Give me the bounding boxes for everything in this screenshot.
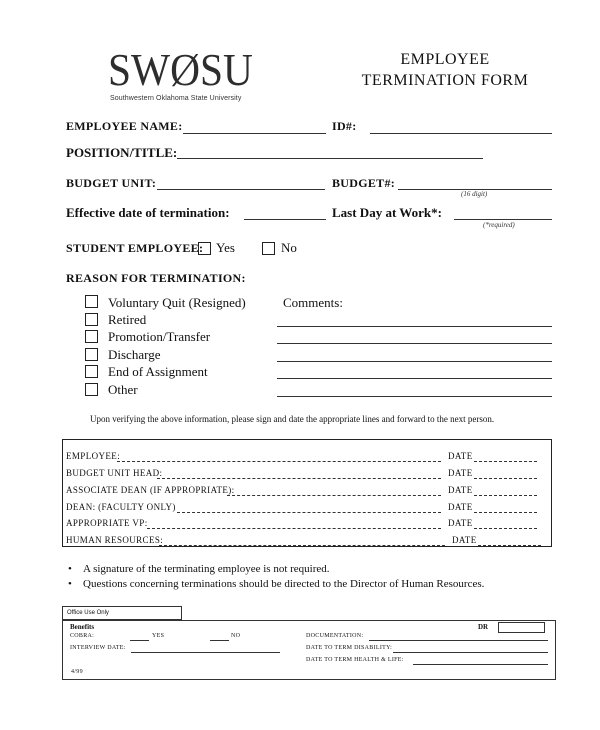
sig-employee-label: EMPLOYEE: [66,451,121,461]
sig-associate-dean-date-label: DATE [448,485,473,495]
id-field[interactable] [370,133,552,134]
sig-hr-date-line[interactable] [478,545,541,546]
documentation-field[interactable] [369,640,548,641]
sig-budget-head-date-line[interactable] [474,478,537,479]
budget-unit-field[interactable] [157,189,325,190]
sig-dean-label: DEAN: (FACULTY ONLY) [66,502,176,512]
office-use-tag: Office Use Only [62,606,182,620]
note-questions-hr: Questions concerning terminations should be directed to the Director of Human Resources. [83,578,485,590]
comments-line-1[interactable] [277,326,552,327]
comments-line-2[interactable] [277,343,552,344]
cobra-no-label: NO [231,633,241,639]
reason-promotion-label: Promotion/Transfer [108,329,211,344]
comments-line-5[interactable] [277,396,552,397]
sig-hr-line[interactable] [159,545,445,546]
benefits-label: Benefits [70,623,95,631]
reason-retired-checkbox[interactable] [85,313,98,326]
sig-associate-dean-date-line[interactable] [474,495,537,496]
cobra-yes-label: YES [152,633,165,639]
budget-number-label: BUDGET#: [332,176,396,190]
interview-date-label: INTERVIEW DATE: [70,645,126,651]
form-title-line2: TERMINATION FORM [361,72,529,89]
reason-retired-label: Retired [108,312,147,327]
employee-name-label: EMPLOYEE NAME: [66,119,183,133]
sig-vp-line[interactable] [147,528,441,529]
reason-voluntary-quit-label: Voluntary Quit (Resigned) [108,295,246,310]
swosu-logo: SWØSU [108,45,253,95]
budget-unit-label: BUDGET UNIT: [66,176,157,190]
note-signature-not-required: A signature of the terminating employee is not required. [83,563,330,575]
sig-budget-head-label: BUDGET UNIT HEAD: [66,468,163,478]
sig-hr-label: HUMAN RESOURCES: [66,535,164,545]
employee-name-field[interactable] [183,133,326,134]
signing-instruction: Upon verifying the above information, please sign and date the appropriate lines and forward to the next person. [90,414,495,424]
sig-employee-date-line[interactable] [474,461,537,462]
bullet-1: • [68,563,72,575]
term-health-label: DATE TO TERM HEALTH & LIFE: [306,657,404,663]
term-health-field[interactable] [413,664,548,665]
logo-subtitle: Southwestern Oklahoma State University [110,95,242,102]
cobra-label: COBRA: [70,633,95,639]
student-no-checkbox[interactable] [262,242,275,255]
sig-hr-date-label: DATE [452,535,477,545]
term-disability-field[interactable] [393,652,548,653]
reason-other-label: Other [108,382,138,397]
sig-vp-date-label: DATE [448,518,473,528]
position-field[interactable] [177,158,483,159]
last-day-field[interactable] [454,219,552,220]
dr-label: DR [478,623,489,631]
cobra-no-field[interactable] [210,640,229,641]
sig-vp-label: APPROPRIATE VP: [66,518,148,528]
student-yes-checkbox[interactable] [198,242,211,255]
interview-date-field[interactable] [131,652,280,653]
reason-other-checkbox[interactable] [85,383,98,396]
form-title-line1: EMPLOYEE [400,51,490,68]
sig-dean-date-line[interactable] [474,512,537,513]
position-label: POSITION/TITLE: [66,145,178,160]
effective-date-label: Effective date of termination: [66,205,230,220]
bullet-2: • [68,578,72,590]
last-day-hint: (*required) [483,221,515,229]
sig-dean-date-label: DATE [448,502,473,512]
id-label: ID#: [332,119,357,133]
sig-budget-head-line[interactable] [157,478,441,479]
budget-number-hint: (16 digit) [461,190,488,198]
reason-end-assignment-checkbox[interactable] [85,365,98,378]
effective-date-field[interactable] [244,219,326,220]
form-number: 4/99 [71,669,83,675]
comments-line-3[interactable] [277,361,552,362]
student-employee-label: STUDENT EMPLOYEE: [66,241,204,255]
student-yes-label: Yes [216,240,235,255]
reason-discharge-checkbox[interactable] [85,348,98,361]
last-day-label: Last Day at Work*: [332,205,442,220]
sig-employee-date-label: DATE [448,451,473,461]
student-no-label: No [281,240,297,255]
term-disability-label: DATE TO TERM DISABILITY: [306,645,393,651]
reason-heading: REASON FOR TERMINATION: [66,271,246,285]
sig-dean-line[interactable] [177,512,441,513]
comments-line-4[interactable] [277,378,552,379]
sig-associate-dean-line[interactable] [227,495,441,496]
reason-end-assignment-label: End of Assignment [108,364,208,379]
sig-associate-dean-label: ASSOCIATE DEAN (IF APPROPRIATE): [66,485,235,495]
sig-vp-date-line[interactable] [474,528,537,529]
cobra-yes-field[interactable] [130,640,149,641]
documentation-label: DOCUMENTATION: [306,633,364,639]
comments-label: Comments: [283,295,343,310]
sig-employee-line[interactable] [117,461,441,462]
dr-field[interactable] [498,622,545,633]
reason-voluntary-quit-checkbox[interactable] [85,295,98,308]
sig-budget-head-date-label: DATE [448,468,473,478]
reason-discharge-label: Discharge [108,347,161,362]
reason-promotion-checkbox[interactable] [85,330,98,343]
